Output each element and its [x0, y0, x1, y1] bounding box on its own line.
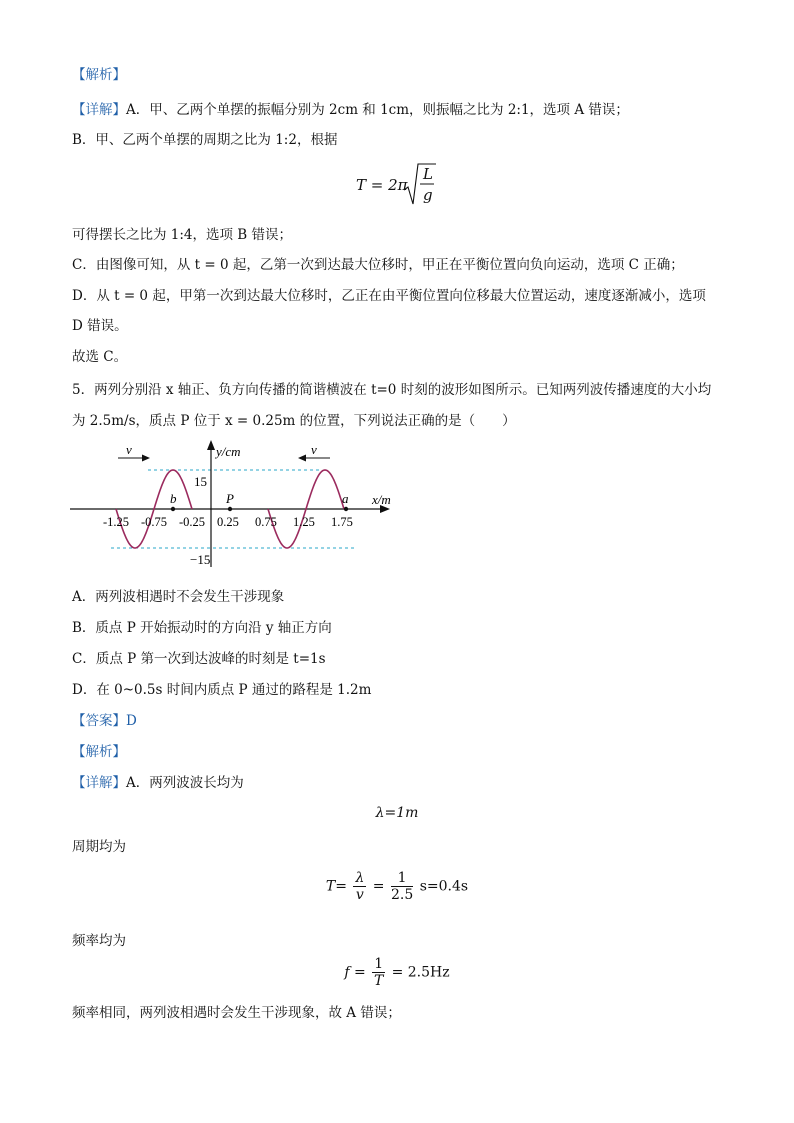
frequency-heading: 频率均为 — [72, 933, 126, 949]
point-b-label: b — [170, 491, 177, 506]
y-tick-top: 15 — [194, 474, 207, 489]
option-c: C．质点 P 第一次到达波峰的时刻是 t=1s — [72, 651, 326, 667]
velocity-arrowhead-left — [298, 455, 306, 462]
detail-line-b: B．甲、乙两个单摆的周期之比为 1:2，根据 — [72, 132, 338, 148]
point-a-dot — [344, 507, 348, 511]
detail-line-d: C．由图像可知，从 t = 0 起，乙第一次到达最大位移时，甲正在平衡位置向负向运动，选项 C 正确； — [72, 257, 684, 273]
detail-line-a — [72, 101, 629, 119]
point-P-dot — [228, 507, 232, 511]
x-tick-label: -0.25 — [179, 515, 206, 529]
analysis-heading-1: 【解析】 — [72, 67, 126, 83]
period-frac-2-den: 2.5 — [390, 887, 414, 903]
analysis-heading-2: 【解析】 — [72, 744, 126, 760]
detail-text-a: A．甲、乙两个单摆的振幅分别为 2cm 和 1cm，则振幅之比为 2:1，选项 A 错误； — [126, 102, 629, 118]
x-tick-label: 1.75 — [331, 515, 353, 529]
freq-rhs: = 2.5Hz — [391, 964, 450, 981]
detail-line-e: D．从 t = 0 起，甲第一次到达最大位移时，乙正在由平衡位置向位移最大位置运动，速度逐渐减小，选项 — [72, 288, 706, 304]
freq-frac — [372, 956, 385, 989]
freq-frac-num: 1 — [374, 956, 384, 972]
x-axis-label: x/m — [372, 492, 391, 507]
conclusion-line: 故选 C。 — [72, 349, 128, 365]
period-frac-2 — [391, 870, 413, 903]
x-tick-labels — [103, 515, 353, 529]
freq-lhs: f = — [344, 964, 366, 981]
detail-line-f: D 错误。 — [72, 318, 128, 334]
x-tick-label: 1.25 — [293, 515, 315, 529]
period-formula — [0, 870, 794, 903]
pendulum-lhs: T = 2π — [356, 176, 408, 194]
option-d: D．在 0~0.5s 时间内质点 P 通过的路程是 1.2m — [72, 682, 372, 698]
x-tick-label: -1.25 — [103, 515, 130, 529]
y-axis-arrow — [207, 440, 215, 450]
frequency-formula — [0, 956, 794, 989]
period-frac-1 — [353, 870, 366, 903]
period-eq: = — [372, 878, 385, 895]
wave-figure — [66, 436, 406, 572]
point-P-label: P — [226, 491, 234, 506]
velocity-label-left: v — [126, 442, 132, 457]
detail-line-2b: 频率相同，两列波相遇时会发生干涉现象，故 A 错误； — [72, 1005, 401, 1021]
x-tick-label: 0.75 — [255, 515, 277, 529]
freq-frac-den: T — [373, 973, 384, 989]
period-frac-1-den: v — [355, 887, 364, 903]
period-rhs: s=0.4s — [419, 878, 469, 895]
question-5-line-2: 为 2.5m/s，质点 P 位于 x = 0.25m 的位置，下列说法正确的是（ ） — [72, 413, 516, 429]
detail-line-2a — [72, 774, 244, 792]
pendulum-den: g — [423, 186, 433, 204]
point-a-label: a — [342, 491, 349, 506]
x-tick-label: -0.75 — [141, 515, 168, 529]
detail-line-c: 可得摆长之比为 1:4，选项 B 错误； — [72, 227, 293, 243]
period-frac-1-num: λ — [355, 870, 365, 886]
question-5-line-1: 5．两列分别沿 x 轴正、负方向传播的简谐横波在 t=0 时刻的波形如图所示。已知两列波传播速度的大小均 — [72, 382, 712, 398]
wavelength-formula: λ=1m — [375, 805, 419, 821]
period-heading: 周期均为 — [72, 839, 126, 855]
point-b-dot — [171, 507, 175, 511]
detail-tag-2: 【详解】 — [72, 775, 126, 791]
period-lhs: T= — [325, 878, 347, 895]
velocity-label-right: v — [311, 442, 317, 457]
y-axis-label: y/cm — [216, 444, 241, 459]
y-tick-bottom: −15 — [190, 552, 211, 567]
detail-tag: 【详解】 — [72, 102, 126, 118]
answer-line: 【答案】D — [72, 713, 137, 729]
velocity-arrowhead-right — [142, 455, 150, 462]
option-a: A．两列波相遇时不会发生干涉现象 — [72, 589, 285, 605]
option-b: B．质点 P 开始振动时的方向沿 y 轴正方向 — [72, 620, 332, 636]
period-frac-2-num: 1 — [391, 870, 413, 887]
pendulum-num: L — [423, 165, 433, 183]
detail-text-2a: A．两列波波长均为 — [126, 775, 244, 791]
x-tick-label: 0.25 — [217, 515, 239, 529]
